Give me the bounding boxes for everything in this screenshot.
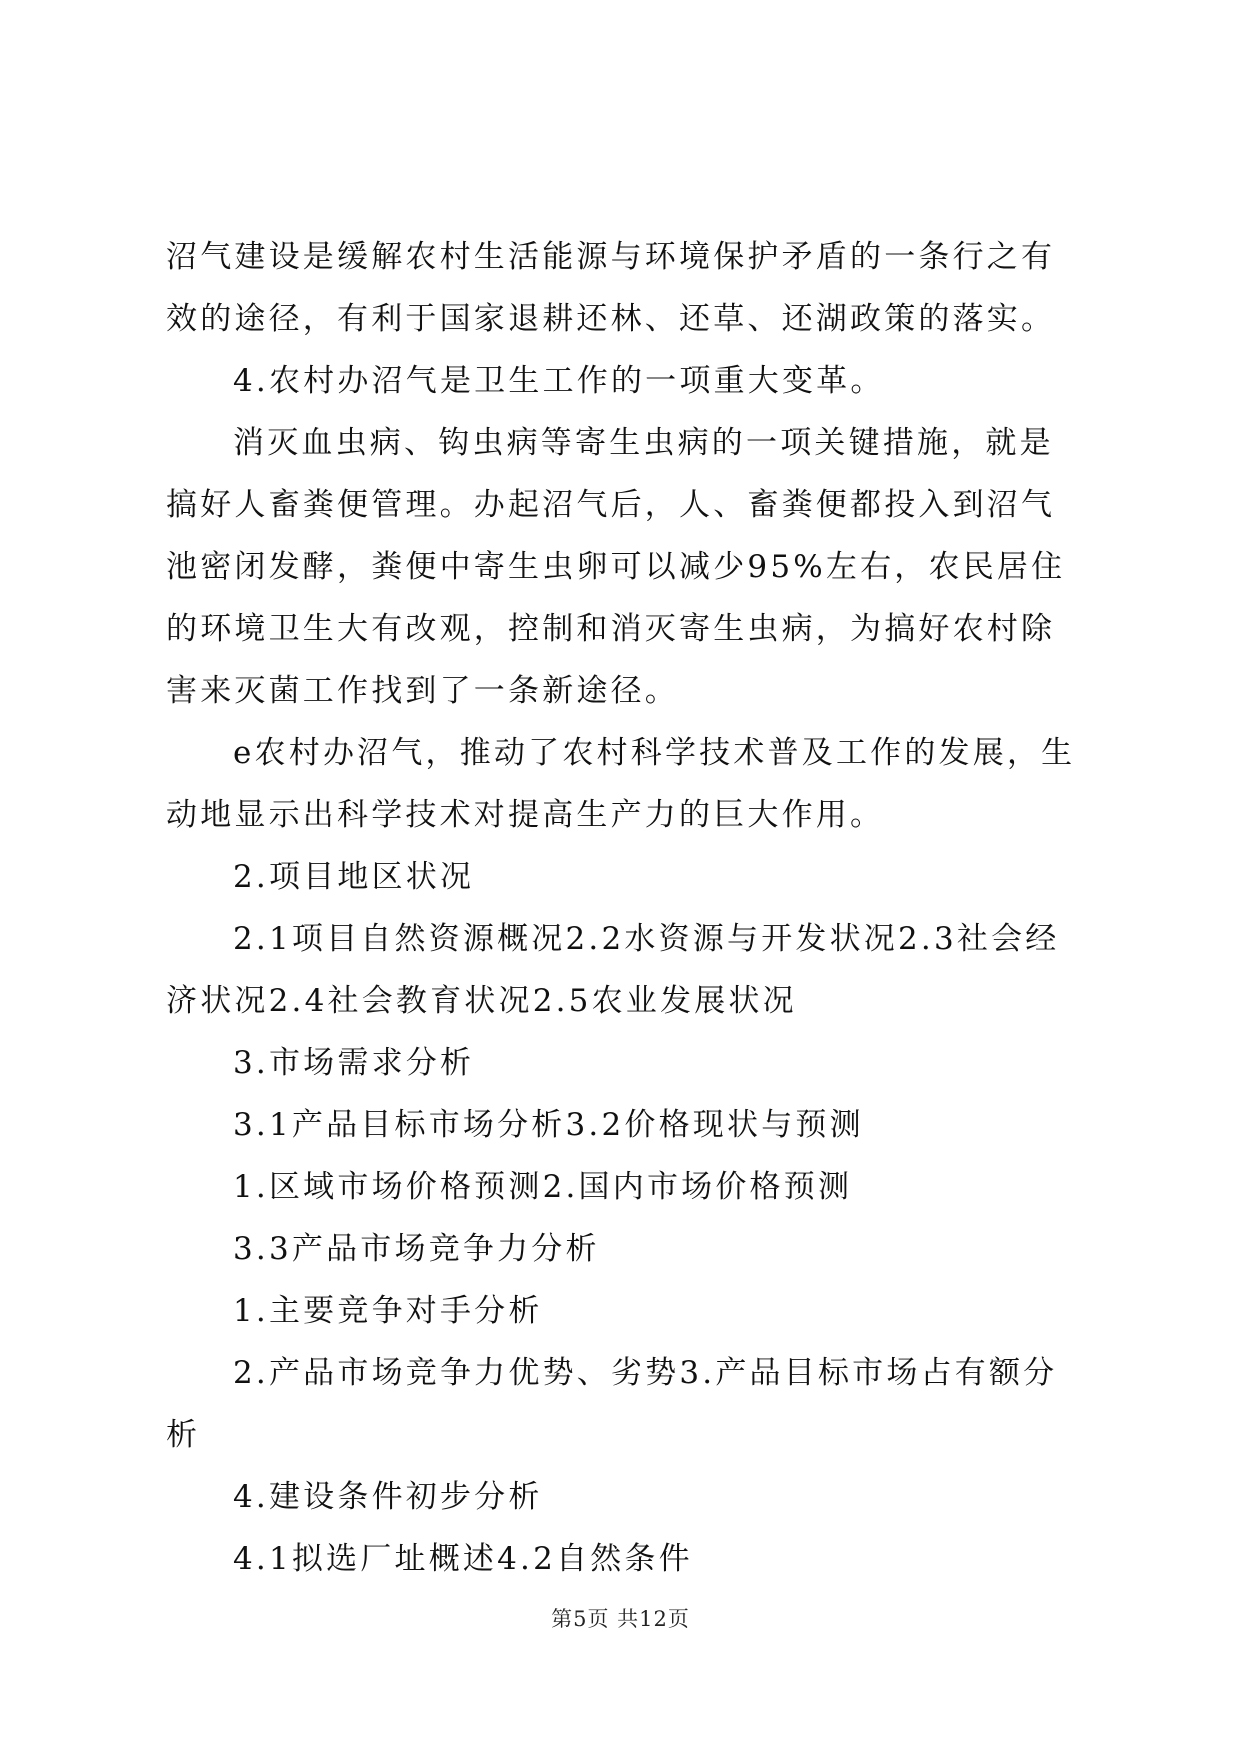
paragraph-price-forecast-items: 1.区域市场价格预测2.国内市场价格预测 xyxy=(233,1169,853,1205)
paragraph-science-promotion: e农村办沼气，推动了农村科学技术普及工作的发展，生动地显示出科学技术对提高生产力的巨大作用。 xyxy=(166,735,1076,833)
page-footer xyxy=(0,1603,1241,1633)
paragraph-parasite-control: 消灭血虫病、钩虫病等寄生虫病的一项关键措施，就是搞好人畜粪便管理。办起沼气后，人、畜粪便都投入到沼气池密闭发酵，粪便中寄生虫卵可以减少95%左右，农民居住的环境卫生大有改观，控制和消灭寄生虫病，为搞好农村除害来灭菌工作找到了一条新途径。 xyxy=(166,425,1066,709)
paragraph-competitor-analysis: 1.主要竞争对手分析 xyxy=(233,1293,543,1329)
document-body xyxy=(166,226,1084,1590)
heading-market-demand: 3.市场需求分析 xyxy=(233,1045,475,1081)
paragraph-project-area-items: 2.1项目自然资源概况2.2水资源与开发状况2.3社会经济状况2.4社会教育状况2.5农业发展状况 xyxy=(166,921,1060,1019)
paragraph-heading-sanitation: 4.农村办沼气是卫生工作的一项重大变革。 xyxy=(233,363,885,399)
heading-project-area: 2.项目地区状况 xyxy=(233,859,475,895)
paragraph-market-items: 3.1产品目标市场分析3.2价格现状与预测 xyxy=(233,1107,864,1143)
paragraph-competitiveness-items: 2.产品市场竞争力优势、劣势3.产品目标市场占有额分析 xyxy=(166,1355,1058,1453)
paragraph-construction-items: 4.1拟选厂址概述4.2自然条件 xyxy=(233,1541,693,1577)
heading-competitiveness: 3.3产品市场竞争力分析 xyxy=(233,1231,600,1267)
page-number-label: 第5页 共12页 xyxy=(551,1607,690,1631)
paragraph-biogas-ecology: 沼气建设是缓解农村生活能源与环境保护矛盾的一条行之有效的途径，有利于国家退耕还林、还草、还湖政策的落实。 xyxy=(166,239,1056,337)
heading-construction-conditions: 4.建设条件初步分析 xyxy=(233,1479,543,1515)
